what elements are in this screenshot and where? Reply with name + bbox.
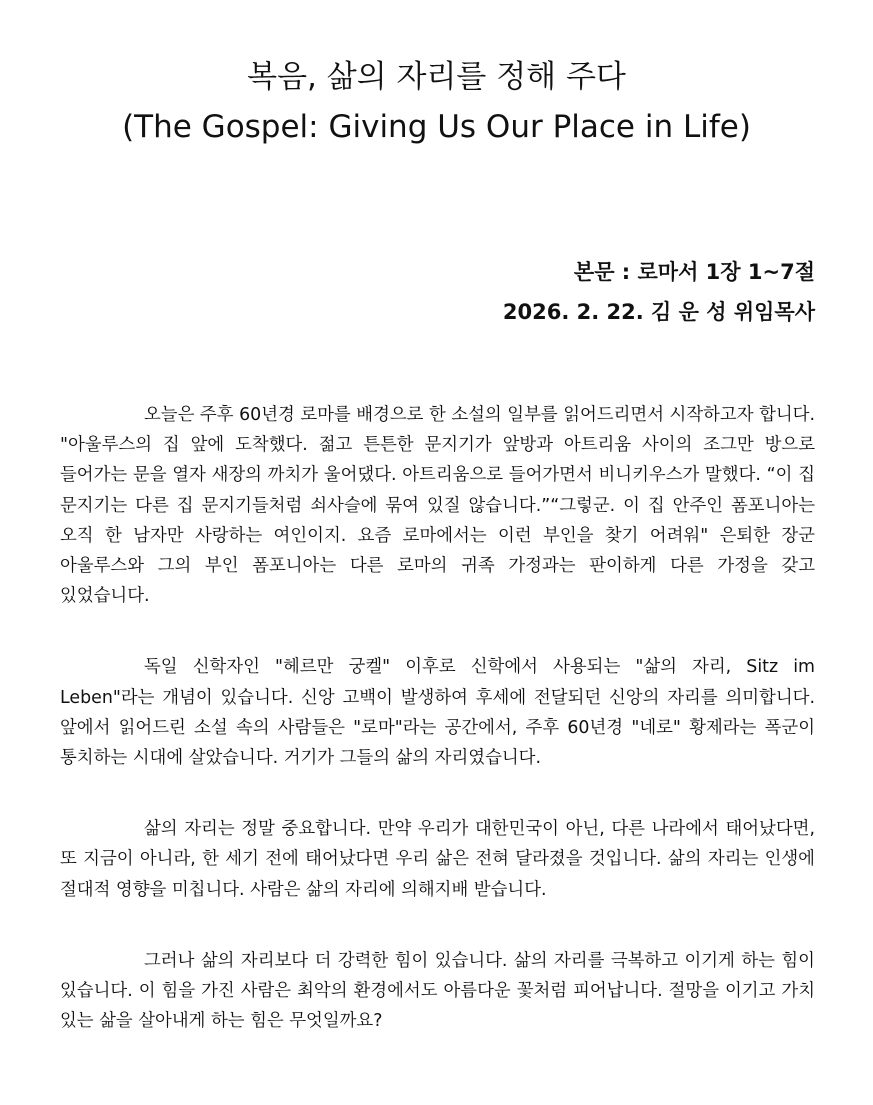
paragraph: 그러나 삶의 자리보다 더 강력한 힘이 있습니다. 삶의 자리를 극복하고 이기게 하는 힘이 있습니다. 이 힘을 가진 사람은 최악의 환경에서도 아름다운 꽃처럼 피어납니다. 절망을 이기고 가치 있는 삶을 살아내게 하는 힘은 무엇일까요? (60, 950, 815, 1032)
paragraph: 독일 신학자인 "헤르만 궁켈" 이후로 신학에서 사용되는 "삶의 자리, Sitz im Leben"라는 개념이 있습니다. 신앙 고백이 발생하여 후세에 전달되던 신앙의 자리를 의미합니다. 앞에서 읽어드린 소설 속의 사람들은 "로마"라는 공간에서, 주후 60년경 "네로" 황제라는 폭군이 통치하는 시대에 살았습니다. 거기가 그들의 삶의 자리였습니다. (60, 657, 815, 769)
sermon-title: 복음, 삶의 자리를 정해 주다 (247, 59, 626, 95)
paragraph: 오늘은 주후 60년경 로마를 배경으로 한 소설의 일부를 읽어드리면서 시작하고자 합니다. "아울루스의 집 앞에 도착했다. 젊고 튼튼한 문지기가 앞방과 아트리움 사이의 조그만 방으로 들어가는 문을 열자 새장의 까치가 울어댔다. 아트리움으로 들어가면서 비니키우스가 말했다. “이 집 문지기는 다른 집 문지기들처럼 쇠사슬에 묶여 있질 않습니다.”“그렇군. 이 집 안주인 폼포니아는 오직 한 남자만 사랑하는 여인이지. 요즘 로마에서는 이런 부인을 찾기 어려워" 은퇴한 장군 아울루스와 그의 부인 폼포니아는 다른 로마의 귀족 가정과는 판이하게 다른 가정을 갖고 있었습니다. (60, 405, 815, 607)
sermon-meta (503, 252, 815, 332)
scripture-reference: 본문 : 로마서 1장 1~7절 (573, 260, 815, 284)
title-block (0, 52, 873, 152)
sermon-body (60, 400, 815, 1036)
date-and-author: 2026. 2. 22. 김 운 성 위임목사 (502, 300, 815, 324)
sermon-subtitle: (The Gospel: Giving Us Our Place in Life) (122, 109, 751, 145)
paragraph: 삶의 자리는 정말 중요합니다. 만약 우리가 대한민국이 아닌, 다른 나라에서 태어났다면, 또 지금이 아니라, 한 세기 전에 태어났다면 우리 삶은 전혀 달라졌을 것입니다. 삶의 자리는 인생에 절대적 영향을 미칩니다. 사람은 삶의 자리에 의해지배 받습니다. (60, 819, 815, 900)
